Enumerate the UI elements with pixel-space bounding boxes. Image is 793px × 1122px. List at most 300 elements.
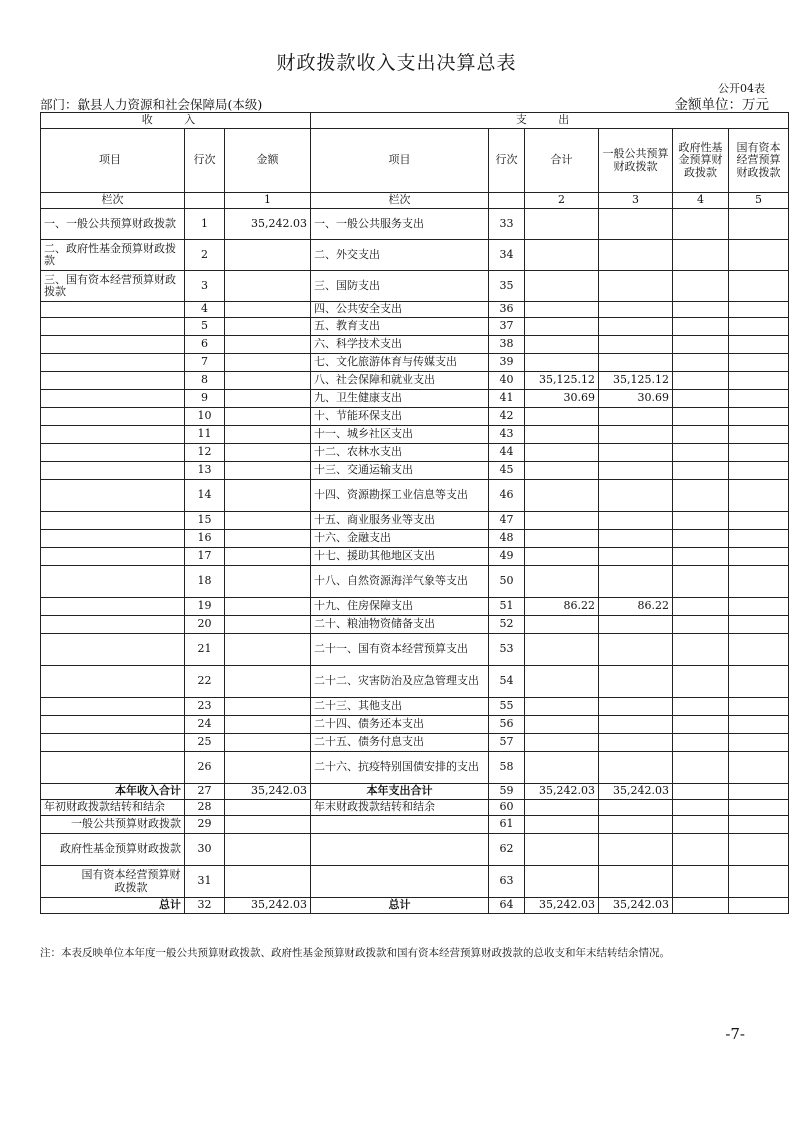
expense-item: 四、公共安全支出 bbox=[311, 302, 489, 318]
carryover-out-no: 60 bbox=[489, 800, 525, 816]
expense-general-budget bbox=[599, 634, 673, 666]
income-amount bbox=[225, 698, 311, 716]
income-row-no: 13 bbox=[185, 462, 225, 480]
income-amount bbox=[225, 271, 311, 302]
expense-row-no: 40 bbox=[489, 372, 525, 390]
income-row-no: 25 bbox=[185, 734, 225, 752]
state-capital-header: 国有资本经营预算财政拨款 bbox=[729, 129, 789, 193]
section-header-row bbox=[41, 113, 789, 129]
total-header: 合计 bbox=[525, 129, 599, 193]
expense-general-budget bbox=[599, 408, 673, 426]
carryover-out-fund bbox=[673, 800, 729, 816]
expense-gov-fund bbox=[673, 271, 729, 302]
expense-row-no: 49 bbox=[489, 548, 525, 566]
table-row bbox=[41, 209, 789, 240]
table-row bbox=[41, 240, 789, 271]
income-item bbox=[41, 598, 185, 616]
expense-gov-fund bbox=[673, 512, 729, 530]
expense-item: 二、外交支出 bbox=[311, 240, 489, 271]
table-row bbox=[41, 566, 789, 598]
income-row-no: 24 bbox=[185, 716, 225, 734]
expense-state-capital bbox=[729, 426, 789, 444]
gov-fund-header: 政府性基金预算财政拨款 bbox=[673, 129, 729, 193]
fund-in-no: 30 bbox=[185, 834, 225, 866]
general-out-total bbox=[525, 816, 599, 834]
capital-out-label bbox=[311, 866, 489, 898]
expense-state-capital bbox=[729, 209, 789, 240]
expense-item: 十七、援助其他地区支出 bbox=[311, 548, 489, 566]
fund-in-amount bbox=[225, 834, 311, 866]
income-item bbox=[41, 480, 185, 512]
expense-general-budget bbox=[599, 271, 673, 302]
table-row bbox=[41, 408, 789, 426]
expense-gov-fund bbox=[673, 372, 729, 390]
table-row bbox=[41, 426, 789, 444]
carryover-out-general bbox=[599, 800, 673, 816]
expense-general-budget bbox=[599, 462, 673, 480]
fund-out-label bbox=[311, 834, 489, 866]
income-amount bbox=[225, 716, 311, 734]
expense-item: 二十二、灾害防治及应急管理支出 bbox=[311, 666, 489, 698]
amount-unit: 金额单位：万元 bbox=[674, 97, 769, 113]
carryover-in-no: 28 bbox=[185, 800, 225, 816]
income-amount bbox=[225, 634, 311, 666]
income-item bbox=[41, 566, 185, 598]
expense-total bbox=[525, 530, 599, 548]
grand-expense-general: 35,242.03 bbox=[599, 898, 673, 914]
fund-carryover-row bbox=[41, 834, 789, 866]
fund-out-capital bbox=[729, 834, 789, 866]
expense-total: 30.69 bbox=[525, 390, 599, 408]
fund-out-fund bbox=[673, 834, 729, 866]
income-item bbox=[41, 426, 185, 444]
expense-general-budget bbox=[599, 318, 673, 336]
income-row-no: 4 bbox=[185, 302, 225, 318]
table-note: 注：本表反映单位本年度一般公共预算财政拨款、政府性基金预算财政拨款和国有资本经营预算财政拨款的总收支和年末结转结余情况。 bbox=[40, 947, 670, 959]
expense-state-capital bbox=[729, 390, 789, 408]
expense-general-budget bbox=[599, 209, 673, 240]
grand-expense-capital bbox=[729, 898, 789, 914]
income-amount bbox=[225, 530, 311, 548]
expense-row-no: 34 bbox=[489, 240, 525, 271]
income-row-no: 23 bbox=[185, 698, 225, 716]
capital-out-general bbox=[599, 866, 673, 898]
table-row bbox=[41, 716, 789, 734]
expense-item: 十三、交通运输支出 bbox=[311, 462, 489, 480]
expense-row-no: 52 bbox=[489, 616, 525, 634]
expense-general-budget bbox=[599, 530, 673, 548]
expense-general-budget: 30.69 bbox=[599, 390, 673, 408]
expense-general-budget bbox=[599, 354, 673, 372]
expense-gov-fund bbox=[673, 698, 729, 716]
expense-general-budget bbox=[599, 752, 673, 784]
expense-total-amount: 35,242.03 bbox=[525, 784, 599, 800]
income-item: 二、政府性基金预算财政拨款 bbox=[41, 240, 185, 271]
general-out-no: 61 bbox=[489, 816, 525, 834]
fund-out-total bbox=[525, 834, 599, 866]
expense-row-no: 55 bbox=[489, 698, 525, 716]
income-item bbox=[41, 666, 185, 698]
expense-row-no: 35 bbox=[489, 271, 525, 302]
income-row-no: 14 bbox=[185, 480, 225, 512]
expense-total-no: 59 bbox=[489, 784, 525, 800]
income-row-no: 16 bbox=[185, 530, 225, 548]
expense-gov-fund bbox=[673, 444, 729, 462]
expense-total bbox=[525, 271, 599, 302]
income-item bbox=[41, 336, 185, 354]
income-item: 三、国有资本经营预算财政拨款 bbox=[41, 271, 185, 302]
income-amount bbox=[225, 480, 311, 512]
income-amount bbox=[225, 462, 311, 480]
expense-row-no: 41 bbox=[489, 390, 525, 408]
expense-total bbox=[525, 566, 599, 598]
expense-item: 二十三、其他支出 bbox=[311, 698, 489, 716]
expense-row-no: 54 bbox=[489, 666, 525, 698]
expense-rowno-header: 行次 bbox=[489, 129, 525, 193]
income-amount: 35,242.03 bbox=[225, 209, 311, 240]
col3-index: 3 bbox=[599, 193, 673, 209]
fund-out-no: 62 bbox=[489, 834, 525, 866]
expense-gov-fund bbox=[673, 666, 729, 698]
expense-row-no: 39 bbox=[489, 354, 525, 372]
income-amount-header: 金额 bbox=[225, 129, 311, 193]
income-row-no: 10 bbox=[185, 408, 225, 426]
form-number: 公开04表 bbox=[718, 82, 765, 95]
expense-gov-fund bbox=[673, 426, 729, 444]
expense-state-capital bbox=[729, 598, 789, 616]
income-item bbox=[41, 354, 185, 372]
expense-total bbox=[525, 408, 599, 426]
income-amount bbox=[225, 512, 311, 530]
income-rowno-index bbox=[185, 193, 225, 209]
expense-gov-fund bbox=[673, 716, 729, 734]
expense-item: 九、卫生健康支出 bbox=[311, 390, 489, 408]
expense-item: 八、社会保障和就业支出 bbox=[311, 372, 489, 390]
expense-general-budget bbox=[599, 480, 673, 512]
expense-state-capital bbox=[729, 354, 789, 372]
income-amount bbox=[225, 444, 311, 462]
expense-item: 二十一、国有资本经营预算支出 bbox=[311, 634, 489, 666]
income-item bbox=[41, 302, 185, 318]
income-row-no: 19 bbox=[185, 598, 225, 616]
expense-total bbox=[525, 548, 599, 566]
expense-row-no: 36 bbox=[489, 302, 525, 318]
table-row bbox=[41, 530, 789, 548]
income-item bbox=[41, 372, 185, 390]
income-row-no: 1 bbox=[185, 209, 225, 240]
expense-total bbox=[525, 462, 599, 480]
expense-total bbox=[525, 354, 599, 372]
expense-gov-fund bbox=[673, 616, 729, 634]
expense-total: 86.22 bbox=[525, 598, 599, 616]
expense-item: 十一、城乡社区支出 bbox=[311, 426, 489, 444]
income-total-label: 本年收入合计 bbox=[41, 784, 185, 800]
grand-expense-label: 总计 bbox=[311, 898, 489, 914]
income-item bbox=[41, 698, 185, 716]
income-amount bbox=[225, 240, 311, 271]
expense-gov-fund bbox=[673, 734, 729, 752]
income-amount bbox=[225, 318, 311, 336]
expense-row-no: 46 bbox=[489, 480, 525, 512]
table-row bbox=[41, 444, 789, 462]
income-total-amount: 35,242.03 bbox=[225, 784, 311, 800]
expense-general-budget: 86.22 bbox=[599, 598, 673, 616]
general-out-capital bbox=[729, 816, 789, 834]
income-amount bbox=[225, 302, 311, 318]
income-item bbox=[41, 616, 185, 634]
expense-state-capital bbox=[729, 372, 789, 390]
carryover-out-total bbox=[525, 800, 599, 816]
table-row bbox=[41, 318, 789, 336]
grand-expense-fund bbox=[673, 898, 729, 914]
page-number: -7- bbox=[725, 1025, 745, 1043]
general-in-label: 一般公共预算财政拨款 bbox=[41, 816, 185, 834]
expense-gov-fund bbox=[673, 390, 729, 408]
expense-gov-fund bbox=[673, 634, 729, 666]
expense-total bbox=[525, 752, 599, 784]
expense-total bbox=[525, 716, 599, 734]
table-row bbox=[41, 698, 789, 716]
expense-row-no: 50 bbox=[489, 566, 525, 598]
income-amount bbox=[225, 752, 311, 784]
expense-row-no: 45 bbox=[489, 462, 525, 480]
capital-out-capital bbox=[729, 866, 789, 898]
table-row bbox=[41, 480, 789, 512]
income-row-no: 7 bbox=[185, 354, 225, 372]
table-row bbox=[41, 752, 789, 784]
table-row bbox=[41, 372, 789, 390]
expense-item: 十、节能环保支出 bbox=[311, 408, 489, 426]
general-budget-header: 一般公共预算财政拨款 bbox=[599, 129, 673, 193]
income-amount bbox=[225, 390, 311, 408]
expense-total-capital bbox=[729, 784, 789, 800]
income-row-no: 22 bbox=[185, 666, 225, 698]
expense-total bbox=[525, 634, 599, 666]
expense-column-label: 栏次 bbox=[311, 193, 489, 209]
grand-income-amount: 35,242.03 bbox=[225, 898, 311, 914]
expense-item: 二十五、债务付息支出 bbox=[311, 734, 489, 752]
col1-index: 1 bbox=[225, 193, 311, 209]
income-section-header: 收 入 bbox=[41, 113, 311, 129]
grand-expense-total: 35,242.03 bbox=[525, 898, 599, 914]
income-row-no: 5 bbox=[185, 318, 225, 336]
expense-gov-fund bbox=[673, 240, 729, 271]
table-row bbox=[41, 666, 789, 698]
table-row bbox=[41, 598, 789, 616]
expense-total bbox=[525, 318, 599, 336]
expense-total bbox=[525, 426, 599, 444]
expense-state-capital bbox=[729, 271, 789, 302]
expense-gov-fund bbox=[673, 408, 729, 426]
income-rowno-header: 行次 bbox=[185, 129, 225, 193]
expense-state-capital bbox=[729, 566, 789, 598]
table-row bbox=[41, 512, 789, 530]
income-row-no: 6 bbox=[185, 336, 225, 354]
fund-out-general bbox=[599, 834, 673, 866]
expense-general-budget bbox=[599, 426, 673, 444]
expense-total bbox=[525, 336, 599, 354]
expense-general-budget bbox=[599, 698, 673, 716]
expense-row-no: 58 bbox=[489, 752, 525, 784]
expense-total bbox=[525, 734, 599, 752]
income-amount bbox=[225, 566, 311, 598]
grand-income-label: 总计 bbox=[41, 898, 185, 914]
expense-item: 十六、金融支出 bbox=[311, 530, 489, 548]
expense-item: 一、一般公共服务支出 bbox=[311, 209, 489, 240]
expense-gov-fund bbox=[673, 548, 729, 566]
expense-state-capital bbox=[729, 512, 789, 530]
expense-state-capital bbox=[729, 302, 789, 318]
expense-total bbox=[525, 698, 599, 716]
grand-total-row bbox=[41, 898, 789, 914]
income-item-header: 项目 bbox=[41, 129, 185, 193]
expense-general-budget bbox=[599, 336, 673, 354]
expense-item: 十二、农林水支出 bbox=[311, 444, 489, 462]
page-title: 财政拨款收入支出决算总表 bbox=[276, 52, 517, 74]
income-item bbox=[41, 716, 185, 734]
expense-gov-fund bbox=[673, 302, 729, 318]
carryover-in-label: 年初财政拨款结转和结余 bbox=[41, 800, 185, 816]
income-row-no: 12 bbox=[185, 444, 225, 462]
expense-total-fund bbox=[673, 784, 729, 800]
expense-row-no: 56 bbox=[489, 716, 525, 734]
expense-state-capital bbox=[729, 408, 789, 426]
expense-item: 三、国防支出 bbox=[311, 271, 489, 302]
expense-total bbox=[525, 240, 599, 271]
income-row-no: 20 bbox=[185, 616, 225, 634]
expense-total-general: 35,242.03 bbox=[599, 784, 673, 800]
income-item bbox=[41, 634, 185, 666]
expense-row-no: 43 bbox=[489, 426, 525, 444]
income-amount bbox=[225, 336, 311, 354]
expense-item: 十四、资源勘探工业信息等支出 bbox=[311, 480, 489, 512]
expense-total bbox=[525, 512, 599, 530]
income-item: 一、一般公共预算财政拨款 bbox=[41, 209, 185, 240]
carryover-in-amount bbox=[225, 800, 311, 816]
expense-row-no: 44 bbox=[489, 444, 525, 462]
expense-gov-fund bbox=[673, 209, 729, 240]
expense-state-capital bbox=[729, 752, 789, 784]
expense-state-capital bbox=[729, 480, 789, 512]
expense-total bbox=[525, 209, 599, 240]
expense-general-budget: 35,125.12 bbox=[599, 372, 673, 390]
expense-item: 七、文化旅游体育与传媒支出 bbox=[311, 354, 489, 372]
expense-item: 六、科学技术支出 bbox=[311, 336, 489, 354]
expense-general-budget bbox=[599, 734, 673, 752]
income-item bbox=[41, 390, 185, 408]
annual-total-row bbox=[41, 784, 789, 800]
expense-state-capital bbox=[729, 336, 789, 354]
capital-carryover-row bbox=[41, 866, 789, 898]
expense-row-no: 53 bbox=[489, 634, 525, 666]
table-row bbox=[41, 616, 789, 634]
expense-gov-fund bbox=[673, 530, 729, 548]
income-amount bbox=[225, 666, 311, 698]
general-out-label bbox=[311, 816, 489, 834]
grand-income-no: 32 bbox=[185, 898, 225, 914]
income-item bbox=[41, 512, 185, 530]
expense-general-budget bbox=[599, 512, 673, 530]
expense-state-capital bbox=[729, 530, 789, 548]
income-amount bbox=[225, 426, 311, 444]
expense-state-capital bbox=[729, 444, 789, 462]
capital-in-label: 国有资本经营预算财政拨款 bbox=[41, 866, 185, 898]
expense-general-budget bbox=[599, 444, 673, 462]
expense-general-budget bbox=[599, 666, 673, 698]
expense-general-budget bbox=[599, 616, 673, 634]
expense-total bbox=[525, 666, 599, 698]
income-item bbox=[41, 444, 185, 462]
expense-total bbox=[525, 302, 599, 318]
col4-index: 4 bbox=[673, 193, 729, 209]
income-row-no: 8 bbox=[185, 372, 225, 390]
income-row-no: 9 bbox=[185, 390, 225, 408]
expense-rowno-index bbox=[489, 193, 525, 209]
expense-state-capital bbox=[729, 616, 789, 634]
income-item bbox=[41, 530, 185, 548]
expense-item: 二十六、抗疫特别国债安排的支出 bbox=[311, 752, 489, 784]
expense-general-budget bbox=[599, 240, 673, 271]
table-row bbox=[41, 302, 789, 318]
expense-row-no: 38 bbox=[489, 336, 525, 354]
table-row bbox=[41, 390, 789, 408]
general-out-fund bbox=[673, 816, 729, 834]
expense-item: 二十四、债务还本支出 bbox=[311, 716, 489, 734]
expense-row-no: 33 bbox=[489, 209, 525, 240]
expense-total bbox=[525, 616, 599, 634]
grand-expense-no: 64 bbox=[489, 898, 525, 914]
table-row bbox=[41, 734, 789, 752]
income-amount bbox=[225, 408, 311, 426]
expense-item: 十九、住房保障支出 bbox=[311, 598, 489, 616]
carryover-row bbox=[41, 800, 789, 816]
income-item bbox=[41, 734, 185, 752]
table-row bbox=[41, 634, 789, 666]
expense-state-capital bbox=[729, 734, 789, 752]
income-amount bbox=[225, 372, 311, 390]
expense-gov-fund bbox=[673, 598, 729, 616]
income-amount bbox=[225, 734, 311, 752]
capital-in-amount bbox=[225, 866, 311, 898]
expense-state-capital bbox=[729, 240, 789, 271]
expense-state-capital bbox=[729, 462, 789, 480]
general-in-no: 29 bbox=[185, 816, 225, 834]
income-item bbox=[41, 462, 185, 480]
expense-total bbox=[525, 480, 599, 512]
expense-gov-fund bbox=[673, 318, 729, 336]
table-row bbox=[41, 354, 789, 372]
expense-general-budget bbox=[599, 716, 673, 734]
capital-in-no: 31 bbox=[185, 866, 225, 898]
income-column-label: 栏次 bbox=[41, 193, 185, 209]
expense-row-no: 37 bbox=[489, 318, 525, 336]
income-row-no: 26 bbox=[185, 752, 225, 784]
income-row-no: 15 bbox=[185, 512, 225, 530]
expense-gov-fund bbox=[673, 752, 729, 784]
income-row-no: 18 bbox=[185, 566, 225, 598]
expense-state-capital bbox=[729, 698, 789, 716]
expense-gov-fund bbox=[673, 480, 729, 512]
income-row-no: 3 bbox=[185, 271, 225, 302]
income-row-no: 21 bbox=[185, 634, 225, 666]
expense-item-header: 项目 bbox=[311, 129, 489, 193]
expense-item: 五、教育支出 bbox=[311, 318, 489, 336]
col5-index: 5 bbox=[729, 193, 789, 209]
expense-state-capital bbox=[729, 716, 789, 734]
capital-out-no: 63 bbox=[489, 866, 525, 898]
income-item bbox=[41, 548, 185, 566]
expense-general-budget bbox=[599, 566, 673, 598]
